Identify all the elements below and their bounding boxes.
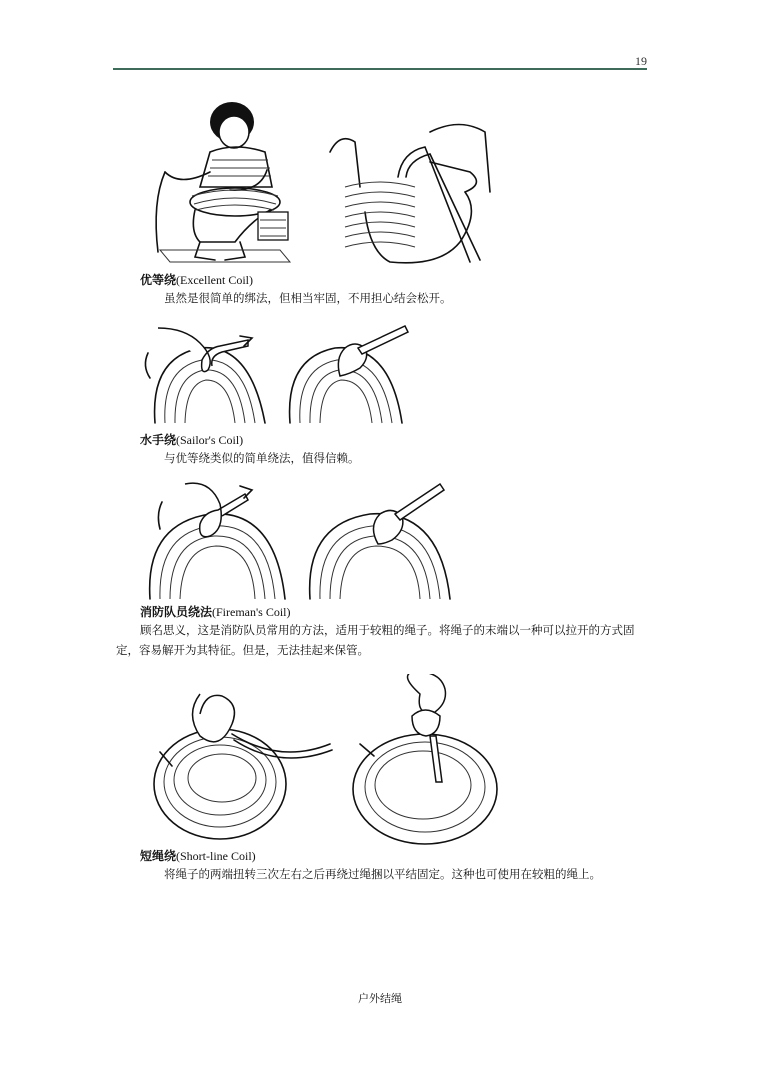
section-title (140, 848, 660, 864)
person-coiling-rope-illustration (140, 92, 660, 270)
title-english: (Short-line Coil) (176, 849, 256, 863)
person-figure (156, 102, 290, 262)
section-description: 顾名思义，这是消防队员常用的方法，适用于较粗的绳子。将绳子的末端以一种可以拉开的方式固定，容易解开为其特征。但是，无法挂起来保管。 (116, 623, 635, 657)
title-chinese: 短绳绕 (140, 849, 177, 863)
title-chinese: 水手绕 (140, 433, 177, 447)
section-excellent-coil (140, 92, 660, 308)
section-description: 将绳子的两端扭转三次左右之后再绕过绳捆以平结固定。这种也可使用在较粗的绳上。 (164, 867, 601, 881)
title-english: (Excellent Coil) (176, 273, 253, 287)
title-chinese: 消防队员绕法 (140, 605, 213, 619)
section-description: 与优等绕类似的简单绕法，值得信赖。 (164, 451, 360, 465)
coil-left (145, 328, 265, 423)
header-rule (113, 68, 647, 70)
page-number: 19 (635, 54, 647, 68)
sailors-coil-illustration (140, 318, 660, 430)
coil-left (154, 694, 332, 839)
section-short-line-coil (140, 674, 660, 884)
coil-right (310, 484, 450, 599)
section-description: 虽然是很简单的绑法，但相当牢固，不用担心结会松开。 (164, 291, 452, 305)
section-firemans-coil (116, 474, 660, 660)
hand-coil-figure (330, 125, 490, 263)
title-english: (Fireman's Coil) (212, 605, 291, 619)
section-title (140, 272, 660, 288)
coil-right (290, 326, 408, 423)
title-english: (Sailor's Coil) (176, 433, 244, 447)
short-line-coil-illustration (140, 674, 660, 846)
coil-right (353, 674, 497, 844)
section-title (140, 432, 660, 448)
coil-left (150, 483, 285, 599)
page-footer: 户外结绳 (358, 992, 402, 1005)
section-title (140, 604, 660, 620)
section-sailors-coil (140, 318, 660, 468)
title-chinese: 优等绕 (140, 273, 177, 287)
firemans-coil-illustration (140, 474, 660, 602)
